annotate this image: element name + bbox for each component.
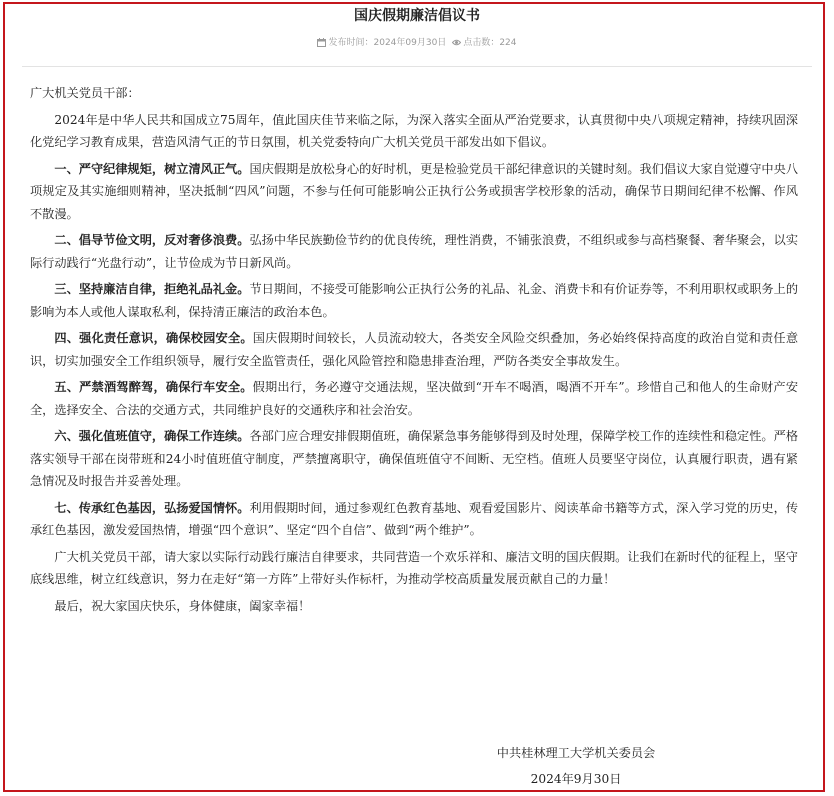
- calendar-icon: [317, 38, 326, 47]
- item-heading: 四、强化责任意识，确保校园安全。: [54, 331, 253, 345]
- header-divider: [22, 66, 812, 67]
- article-meta: [0, 36, 834, 50]
- item-heading: 五、严禁酒驾醉驾，确保行车安全。: [54, 380, 253, 394]
- item-heading: 三、坚持廉洁自律，拒绝礼品礼金。: [54, 282, 250, 296]
- item-heading: 六、强化值班值守，确保工作连续。: [54, 429, 250, 443]
- views-count: 224: [499, 38, 517, 48]
- item-paragraph: [30, 327, 798, 372]
- salutation: 广大机关党员干部：: [30, 86, 140, 100]
- item-paragraph: [30, 229, 798, 274]
- item-text: 假期出行，务必遵守交通法规，坚决做到“开车不喝酒，喝酒不开车”。珍惜自己和他人的生命财产安全，选择安全、合法的交通方式，共同维护良好的交通秩序和社会治安。: [30, 380, 799, 417]
- item-text: 各部门应合理安排假期值班，确保紧急事务能够得到及时处理，保障学校工作的连续性和稳定性。严格落实领导干部在岗带班和24小时值班值守制度，严禁擅离职守，确保值班值守不间断、无空档。值班人员要坚守岗位，认真履行职责，遇有紧急情况及时报告并妥善处理。: [30, 429, 799, 488]
- item-text: 国庆假期时间较长，人员流动较大，各类安全风险交织叠加，务必始终保持高度的政治自觉和责任意识，切实加强安全工作组织领导，履行安全监管责任，强化风险管控和隐患排查治理，严防各类安全事故发生。: [30, 331, 799, 368]
- views-label: 点击数：: [463, 38, 500, 48]
- signature-date: 2024年9月30日: [530, 772, 622, 786]
- item-text: 节日期间，不接受可能影响公正执行公务的礼品、礼金、消费卡和有价证券等，不利用职权或职务上的影响为本人或他人谋取私利，保持清正廉洁的政治本色。: [30, 282, 799, 319]
- intro-paragraph: 2024年是中华人民共和国成立75周年，值此国庆佳节来临之际，为深入落实全面从严治党要求，认真贯彻中央八项规定精神，持续巩固深化党纪学习教育成果，营造风清气正的节日氛围，机关党委特向广大机关党员干部发出如下倡议。: [30, 112, 798, 149]
- article-header: [0, 0, 834, 70]
- item-text: 弘扬中华民族勤俭节约的优良传统，理性消费，不铺张浪费，不组织或参与高档聚餐、奢华聚会，以实际行动践行“光盘行动”，让节俭成为节日新风尚。: [30, 233, 799, 270]
- item-paragraph: [30, 278, 798, 323]
- publish-label: 发布时间：: [328, 38, 374, 48]
- wishes-paragraph: 最后，祝大家国庆快乐，身体健康，阖家幸福！: [54, 598, 311, 613]
- signature-block: [476, 740, 676, 792]
- item-text: 利用假期时间，通过参观红色教育基地、观看爱国影片、阅读革命书籍等方式，深入学习党的历史，传承红色基因，激发爱国热情，增强“四个意识”、坚定“四个自信”、做到“两个维护”。: [30, 500, 799, 537]
- item-heading: 二、倡导节俭文明，反对奢侈浪费。: [54, 233, 250, 247]
- page-title: 国庆假期廉洁倡议书: [354, 8, 480, 24]
- item-paragraph: [30, 376, 798, 421]
- item-heading: 一、严守纪律规矩，树立清风正气。: [54, 161, 250, 176]
- closing-paragraph: 广大机关党员干部，请大家以实际行动践行廉洁自律要求，共同营造一个欢乐祥和、廉洁文明的国庆假期。让我们在新时代的征程上，坚守底线思维，树立红线意识，努力在走好“第一方阵”上带好头作标杆，为推动学校高质量发展贡献自己的力量！: [30, 549, 798, 586]
- signature-org: 中共桂林理工大学机关委员会: [496, 746, 656, 760]
- publish-date: 2024年09月30日: [373, 38, 447, 48]
- article-body: [30, 82, 798, 621]
- eye-icon: [452, 38, 461, 47]
- item-paragraph: [30, 158, 798, 226]
- item-paragraph: [30, 425, 798, 493]
- item-text: 国庆假期是放松身心的好时机，更是检验党员干部纪律意识的关键时刻。我们倡议大家自觉遵守中央八项规定及其实施细则精神，坚决抵制“四风”问题，不参与任何可能影响公正执行公务或损害学校形象的活动，确保节日期间纪律不松懈、作风不散漫。: [30, 161, 799, 221]
- item-heading: 七、传承红色基因，弘扬爱国情怀。: [54, 500, 250, 515]
- item-paragraph: [30, 497, 798, 542]
